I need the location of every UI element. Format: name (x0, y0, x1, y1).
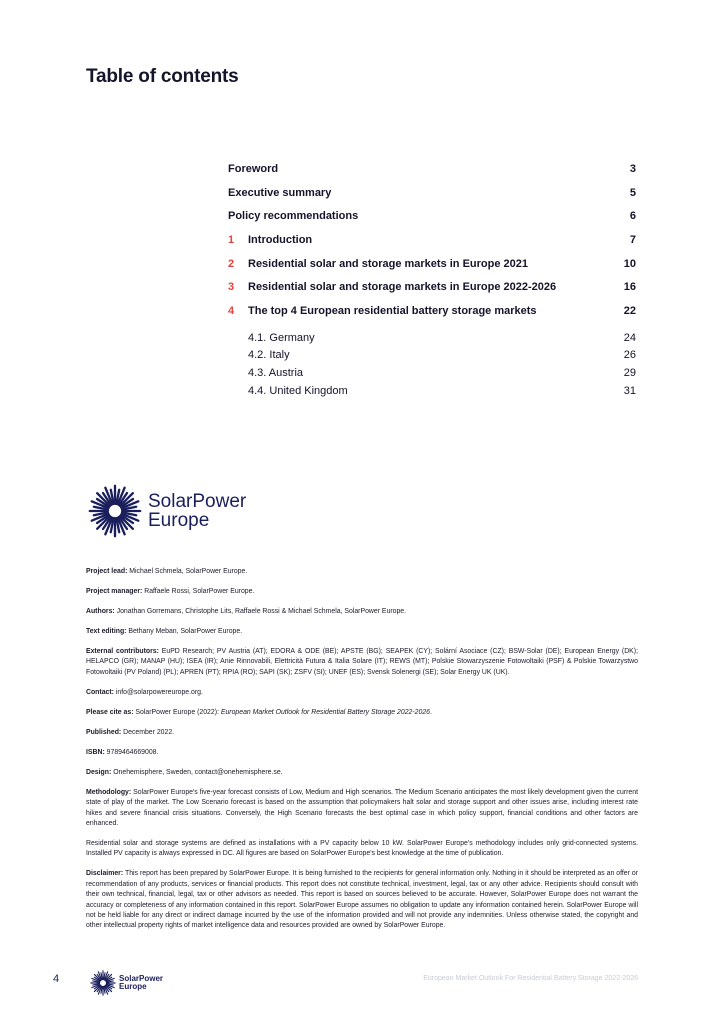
meta-paragraph (86, 587, 638, 597)
meta-italic: European Market Outlook for Residential Battery Storage 2022-2026 (220, 708, 430, 716)
meta-paragraph (86, 768, 638, 778)
table-of-contents (228, 158, 636, 400)
sunburst-logo-icon (88, 484, 142, 538)
meta-paragraph (86, 688, 638, 698)
toc-chapter-page: 22 (623, 305, 636, 318)
meta-paragraph (86, 839, 638, 860)
meta-key: Project lead: (86, 568, 128, 575)
meta-key: Authors: (86, 608, 115, 615)
footer-logo-line-1: SolarPower (119, 973, 164, 983)
toc-subsection-page: 24 (623, 331, 636, 344)
toc-subsection[interactable] (228, 347, 636, 365)
toc-subsections (228, 330, 636, 400)
toc-chapter-label: Introduction (248, 234, 313, 247)
publication-details (86, 567, 638, 941)
meta-paragraph (86, 708, 638, 718)
meta-text: Jonathan Gorremans, Christophe Lits, Raffaele Rossi & Michael Schmela, SolarPower Europe. (114, 608, 407, 615)
toc-entry[interactable] (228, 158, 636, 182)
meta-paragraph (86, 748, 638, 758)
meta-paragraph (86, 607, 638, 617)
toc-subsection-label: 4.4. United Kingdom (248, 384, 348, 397)
meta-text: This report has been prepared by SolarPower Europe. It is being furnished to the recipients for general information only. Nothing in it should be interpreted as an offer or recommendation of any products, services or financial products. This report does not constitute technical, investment, legal, tax or any other advice. Recipients should consult with their own technical, financial, legal, tax or other advisors as needed. This report is based on sources believed to be accurate. However, SolarPower Europe does not warrant the accuracy or completeness of any information contained in this report. SolarPower Europe assumes no obligation to update any information contained herein. SolarPower Europe will not be held liable for any direct or indirect damage incurred by the use of the information provided and will not provide any indemnities. Unless otherwise stated, the copyright and other intellectual property rights of market intelligence data and resources provided are owned by SolarPower Europe. (86, 870, 638, 930)
toc-subsection-page: 29 (623, 367, 636, 379)
toc-chapter-number: 3 (228, 281, 235, 294)
toc-subsection-page: 26 (623, 349, 636, 362)
meta-text: EuPD Research; PV Austria (AT); EDORA & ODE (BE); APSTE (BG); SEAPEK (CY); Solární Asociace (CZ); BSW-Solar (DE); European Energy (DK); HELAPCO (GR); MANAP (HU); ISEA (IR); Anie Rinnovabili, Elettricità Futura & Italia Solare (IT); REWS (MT); Polskie Stowarzyszenie Fotowoltaiki (PSF) & Polskie Towarzystwo Fotowoltaiki (PV Poland) (PL); APREN (PT); RPIA (RO); SAPI (SK); ZSFV (SI); UNEF (ES); Svensk Solenergi (SE); Solar Energy UK (UK). (86, 648, 638, 676)
logo-line-2: Europe (148, 510, 210, 531)
meta-text: Michael Schmela, SolarPower Europe. (127, 568, 248, 575)
meta-key: Published: (86, 728, 122, 736)
toc-chapter-label: Residential solar and storage markets in Europe 2021 (248, 257, 528, 270)
toc-chapter[interactable] (228, 300, 636, 324)
toc-entry-page: 3 (629, 163, 636, 175)
meta-key: Please cite as: (86, 708, 134, 716)
meta-paragraph (86, 728, 638, 738)
meta-paragraph (86, 567, 638, 577)
footer-logo-line-2: Europe (119, 982, 147, 991)
meta-paragraph (86, 627, 638, 637)
toc-chapter-label: Residential solar and storage markets in Europe 2022-2026 (248, 281, 557, 294)
meta-paragraph (86, 869, 638, 931)
meta-after: . (429, 708, 432, 716)
toc-entry[interactable] (228, 205, 636, 229)
meta-text: SolarPower Europe's five-year forecast consists of Low, Medium and High scenarios. The Medium Scenario anticipates the most likely development given the current state of play of the market. The Low Scenario forecast is based on the assumption that policymakers halt solar and storage support and other issues arise, including interest rate hikes and severe financial crisis situations. Conversely, the High Scenario forecasts the best optimal case in which policy support, financial conditions and other factors are enhanced. (86, 788, 638, 828)
meta-paragraph (86, 647, 638, 678)
toc-subsection-page: 31 (623, 384, 636, 397)
toc-chapter-number: 1 (228, 234, 235, 247)
meta-text: Residential solar and storage systems are defined as installations with a PV capacity below 10 kW. SolarPower Europe's methodology includes only grid-connected systems. Installed PV capacity is always expressed in DC. All figures are based on SolarPower Europe's best knowledge at the time of publication. (86, 840, 638, 858)
meta-key: Text editing: (86, 628, 127, 635)
meta-key: Contact: (86, 688, 114, 696)
toc-subsection-label: 4.3. Austria (248, 367, 304, 379)
toc-entry-label: Executive summary (228, 186, 332, 199)
toc-subsection-label: 4.1. Germany (248, 331, 315, 344)
toc-chapter[interactable] (228, 229, 636, 253)
meta-key: ISBN: (86, 748, 105, 756)
sunburst-logo-icon (90, 970, 116, 996)
toc-chapter-label: The top 4 European residential battery storage markets (248, 305, 537, 318)
meta-text: Bethany Meban, SolarPower Europe. (126, 628, 243, 635)
meta-key: Design: (86, 768, 112, 776)
meta-key: Disclaimer: (86, 870, 124, 878)
toc-subsection[interactable] (228, 365, 636, 383)
toc-chapter-page: 16 (623, 281, 636, 294)
toc-subsection-label: 4.2. Italy (248, 349, 290, 362)
toc-chapter[interactable] (228, 276, 636, 300)
toc-entry-page: 6 (629, 210, 636, 223)
toc-entry-label: Policy recommendations (228, 210, 359, 223)
footer-logo (90, 970, 163, 996)
toc-entry-label: Foreword (228, 163, 279, 175)
toc-subsection[interactable] (228, 383, 636, 401)
meta-key: External contributors: (86, 648, 159, 655)
toc-chapter[interactable] (228, 253, 636, 277)
report-title-footer: European Market Outlook For Residential Battery Storage 2022-2026 (423, 975, 638, 982)
logo-line-1: SolarPower (148, 491, 247, 512)
toc-chapter-page: 10 (623, 257, 636, 270)
toc-entry-page: 5 (629, 186, 636, 199)
page-number: 4 (53, 973, 60, 985)
meta-text: 9789464669008. (104, 748, 159, 756)
toc-subsection[interactable] (228, 330, 636, 348)
toc-chapter-page: 7 (629, 234, 636, 247)
toc-chapter-number: 4 (228, 305, 235, 318)
page-title: Table of contents (86, 66, 239, 87)
meta-paragraph (86, 788, 638, 830)
toc-chapter-number: 2 (228, 257, 235, 270)
meta-key: Project manager: (86, 588, 143, 595)
meta-text: Raffaele Rossi, SolarPower Europe. (142, 588, 255, 595)
meta-text: Onehemisphere, Sweden, contact@onehemisphere.se. (111, 768, 283, 776)
meta-key: Methodology: (86, 788, 132, 796)
meta-text: December 2022. (121, 728, 175, 736)
meta-text: SolarPower Europe (2022): (133, 708, 221, 716)
solarpower-europe-logo (88, 484, 246, 538)
toc-entry[interactable] (228, 182, 636, 206)
meta-text: info@solarpowereurope.org. (113, 688, 203, 696)
